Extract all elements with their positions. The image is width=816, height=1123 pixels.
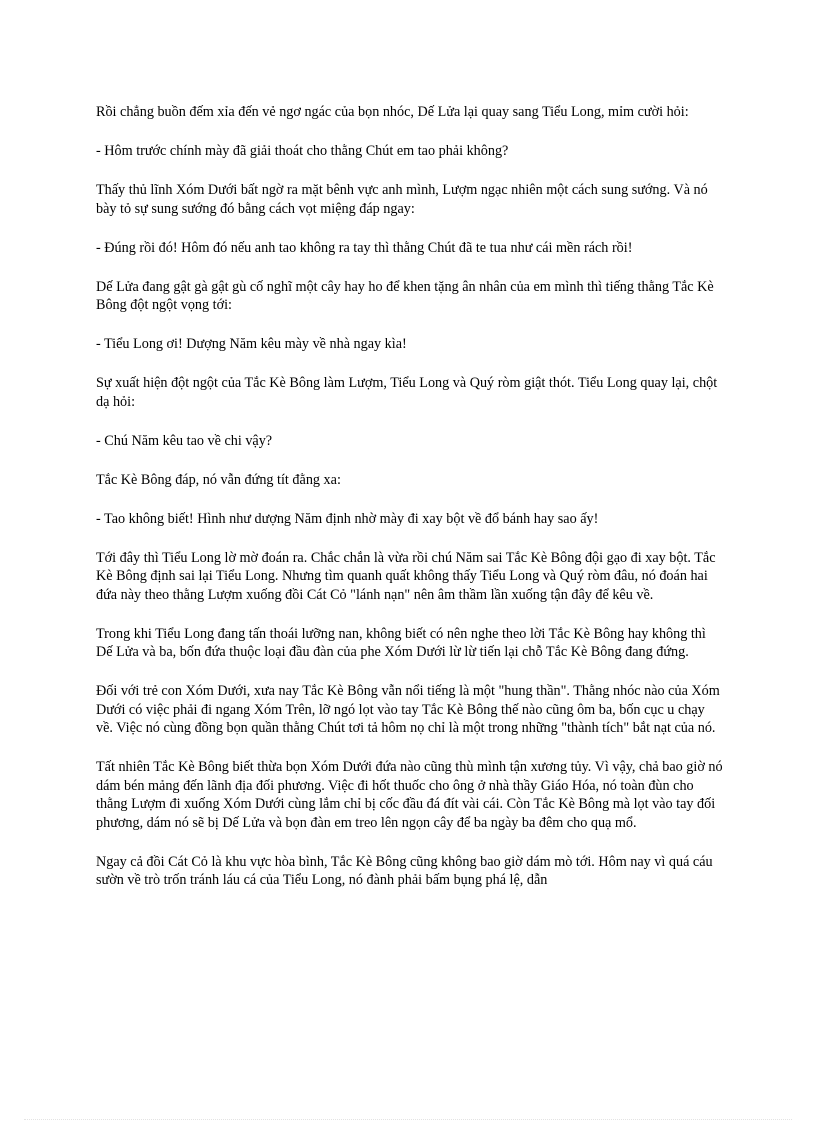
paragraph-3: Thấy thủ lĩnh Xóm Dưới bất ngờ ra mặt bênh vực anh mình, Lượm ngạc nhiên một cách sung sướng. Và nó bày tỏ sự sung sướng đó bằng cách vọt miệng đáp ngay: (96, 182, 708, 217)
paragraph-2: - Hôm trước chính mày đã giải thoát cho thằng Chút em tao phải không? (96, 143, 509, 159)
paragraph-12: Trong khi Tiểu Long đang tấn thoái lưỡng nan, không biết có nên nghe theo lời Tắc Kè Bông hay không thì Dế Lửa và ba, bốn đứa thuộc loại đầu đàn của phe Xóm Dưới lừ lừ tiến lại chỗ Tắc Kè Bông đang đứng. (96, 625, 706, 660)
paragraph-1: Rồi chẳng buồn đếm xỉa đến vẻ ngơ ngác của bọn nhóc, Dế Lửa lại quay sang Tiểu Long, mỉm cười hỏi: (96, 104, 689, 120)
paragraph-4: - Đúng rồi đó! Hôm đó nếu anh tao không ra tay thì thằng Chút đã te tua như cái mền rách rồi! (96, 239, 633, 256)
paragraph-10: - Tao không biết! Hình như dượng Năm định nhờ mày đi xay bột về đổ bánh hay sao ấy! (96, 510, 599, 527)
paragraph-13: Đối với trẻ con Xóm Dưới, xưa nay Tắc Kè Bông vẫn nổi tiếng là một "hung thần". Thằng nhóc nào của Xóm Dưới có việc phải đi ngang Xóm Trên, lỡ ngó lọt vào tay Tắc Kè Bông thế nào cũng ôm ba, bốn cục u chạy về. Việc nó cùng đồng bọn quần thằng Chút tơi tả hôm nọ chỉ là một trong những "thành tích" bắt nạt của nó. (96, 683, 720, 736)
paragraph-6: - Tiểu Long ơi! Dượng Năm kêu mày về nhà ngay kìa! (96, 336, 407, 352)
paragraph-9: Tắc Kè Bông đáp, nó vẫn đứng tít đằng xa: (96, 471, 341, 488)
paragraph-5: Dế Lửa đang gật gà gật gù cố nghĩ một cây hay ho để khen tặng ân nhân của em mình thì tiếng thằng Tắc Kè Bông đột ngột vọng tới: (96, 278, 714, 313)
paragraph-15: Ngay cả đồi Cát Cỏ là khu vực hòa bình, Tắc Kè Bông cũng không bao giờ dám mò tới. Hôm nay vì quá cáu sườn về trò trốn tránh láu cá của Tiểu Long, nó đành phải bấm bụng phá lệ, dẫn (96, 853, 713, 888)
document-body (96, 103, 724, 910)
paragraph-11: Tới đây thì Tiểu Long lờ mờ đoán ra. Chắc chắn là vừa rồi chú Năm sai Tắc Kè Bông đội gạo đi xay bột. Tắc Kè Bông định sai lại Tiểu Long. Nhưng tìm quanh quất không thấy Tiểu Long và Quý ròm đâu, nó đoán hai đứa này theo thằng Lượm xuống đồi Cát Cỏ "lánh nạn" nên âm thầm lần xuống tận đây để kêu về. (96, 549, 716, 603)
paragraph-8: - Chú Năm kêu tao về chi vậy? (96, 432, 273, 449)
page-bottom-edge (24, 1119, 792, 1120)
paragraph-7: Sự xuất hiện đột ngột của Tắc Kè Bông làm Lượm, Tiểu Long và Quý ròm giật thót. Tiểu Long quay lại, chột dạ hỏi: (96, 375, 718, 410)
paragraph-14: Tất nhiên Tắc Kè Bông biết thừa bọn Xóm Dưới đứa nào cũng thù mình tận xương tủy. Vì vậy, chả bao giờ nó dám bén mảng đến lãnh địa đối phương. Việc đi hốt thuốc cho ông ở nhà thầy Giáo Hóa, nó toàn đùn cho thằng Lượm đi xuống Xóm Dưới cùng lắm chỉ bị cốc đầu đá đít vài cái. Còn Tắc Kè Bông mà lọt vào tay đối phương, dám nó sẽ bị Dế Lửa và bọn đàn em treo lên ngọn cây để ba ngày ba đêm cho quạ mổ. (96, 759, 723, 831)
